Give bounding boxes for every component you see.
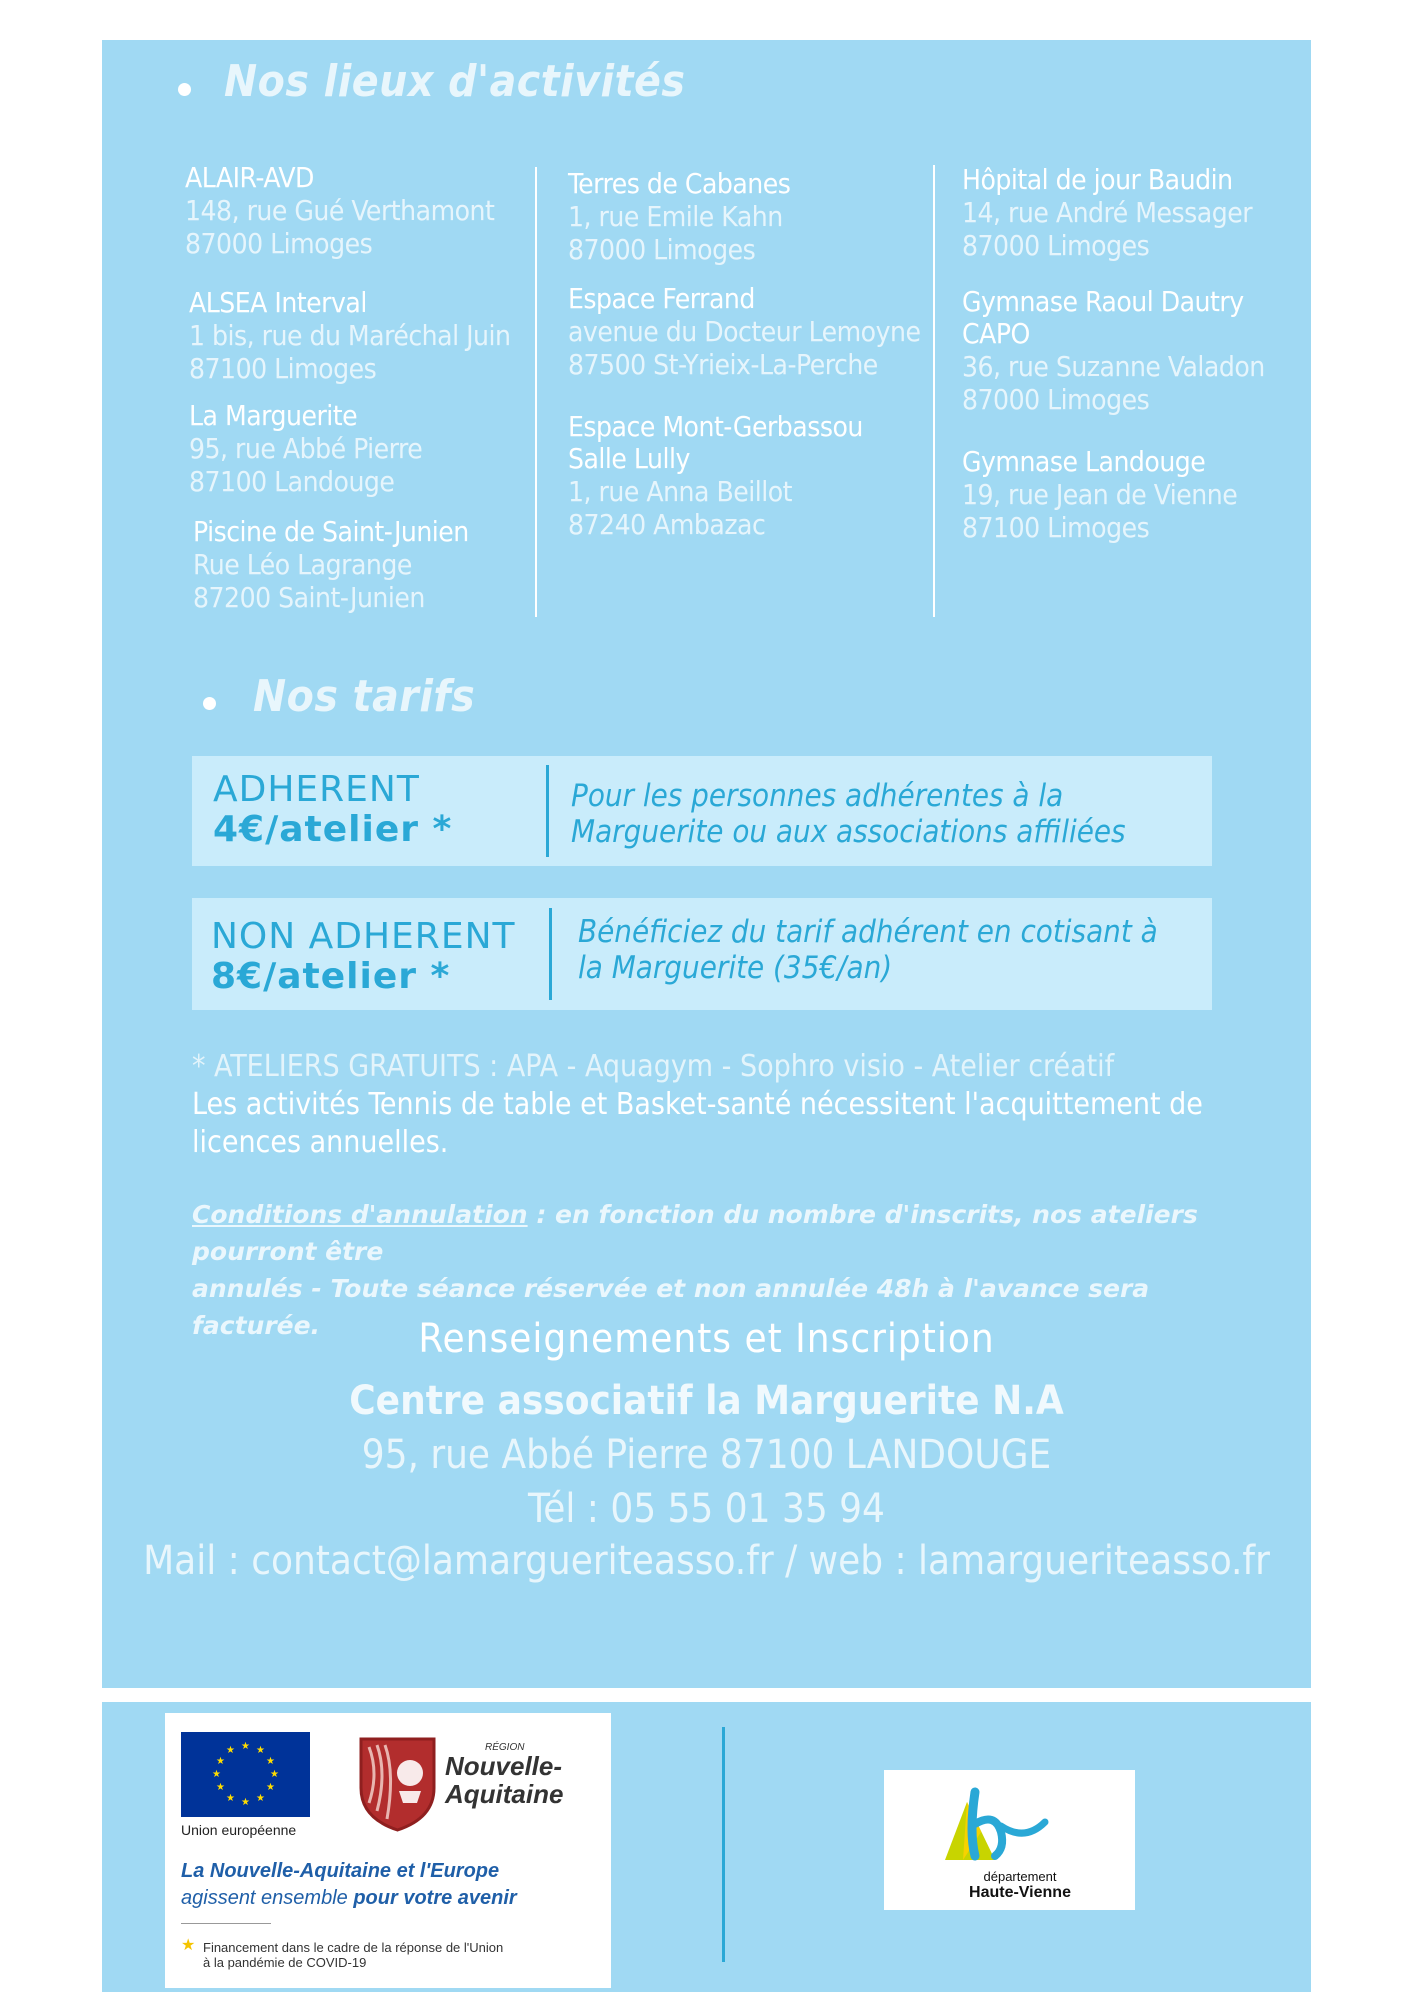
region-small-label: RÉGION — [485, 1742, 525, 1753]
eu-label: Union européenne — [181, 1822, 297, 1838]
location-city: 87100 Limoges — [962, 511, 1150, 544]
haute-vienne-logo-icon — [935, 1782, 1075, 1862]
cancellation-text: annulés - Toute séance réservée et non annulée 48h à l'avance sera facturée. — [192, 1274, 1150, 1340]
location-name: Espace Mont-Gerbassou — [568, 410, 863, 443]
location-name: Piscine de Saint-Junien — [193, 515, 469, 548]
location-name: Hôpital de jour Baudin — [962, 163, 1233, 196]
location-city: 87000 Limoges — [962, 383, 1150, 416]
contact-title: Renseignements et Inscription — [418, 1316, 995, 1362]
location-name: Gymnase Landouge — [962, 445, 1206, 478]
location-name-line2: Salle Lully — [568, 442, 690, 475]
location-name: Espace Ferrand — [568, 282, 755, 315]
tarif-description — [571, 778, 1126, 850]
location-name: La Marguerite — [189, 399, 358, 432]
cancellation-label: Conditions d'annulation — [192, 1200, 528, 1229]
location-address: 14, rue André Messager — [962, 196, 1253, 229]
location-city: 87240 Ambazac — [568, 508, 766, 541]
star-icon: ★ — [181, 1937, 196, 1954]
location-alsea — [189, 287, 510, 385]
location-mont-gerbassou — [568, 411, 863, 541]
location-address: 1, rue Emile Kahn — [568, 200, 783, 233]
location-address: avenue du Docteur Lemoyne — [568, 315, 921, 348]
location-city: 87000 Limoges — [962, 229, 1150, 262]
eu-flag-icon: ★ ★ ★ ★ ★ ★ ★ ★ ★ ★ ★ ★ — [181, 1732, 310, 1817]
location-address: 19, rue Jean de Vienne — [962, 478, 1238, 511]
contact-organization: Centre associatif la Marguerite N.A — [349, 1378, 1064, 1424]
tarif-description — [578, 914, 1158, 986]
column-divider — [535, 167, 537, 617]
tarif-category: ADHERENT — [213, 769, 420, 810]
region-name-line: Aquitaine — [445, 1779, 564, 1809]
footer-divider — [722, 1727, 725, 1962]
tarif-price: 8€/atelier * — [211, 956, 451, 997]
tarif-description-line: Pour les personnes adhérentes à la — [571, 778, 1064, 814]
location-city: 87000 Limoges — [568, 233, 756, 266]
funding-note — [203, 1940, 503, 1970]
licences-note-line: Les activités Tennis de table et Basket-santé nécessitent l'acquittement de — [192, 1087, 1203, 1122]
section-title-lieux: Nos lieux d'activités — [224, 56, 686, 107]
location-name: ALAIR-AVD — [185, 161, 314, 194]
contact-mail-web: Mail : contact@lamargueriteasso.fr / web : lamargueriteasso.fr — [143, 1538, 1270, 1584]
contact-address: 95, rue Abbé Pierre 87100 LANDOUGE — [361, 1432, 1052, 1478]
location-piscine — [193, 516, 469, 614]
location-name: ALSEA Interval — [189, 286, 367, 319]
tarif-price: 4€/atelier * — [213, 809, 453, 850]
bullet-icon — [178, 83, 191, 96]
tarif-divider — [546, 765, 549, 857]
slogan — [181, 1858, 517, 1912]
location-city: 87200 Saint-Junien — [193, 581, 425, 614]
location-city: 87500 St-Yrieix-La-Perche — [568, 348, 878, 381]
location-gymnase-landouge — [962, 446, 1237, 544]
region-name — [445, 1752, 563, 1808]
location-name: Terres de Cabanes — [568, 167, 791, 200]
cancellation-line — [192, 1196, 1252, 1270]
location-gymnase-dautry — [962, 286, 1265, 416]
tarif-description-line: Bénéficiez du tarif adhérent en cotisant à — [578, 914, 1158, 950]
slogan-line — [181, 1885, 517, 1912]
location-address: 148, rue Gué Verthamont — [185, 194, 495, 227]
slogan-part: pour votre avenir — [353, 1887, 517, 1909]
section-title-tarifs: Nos tarifs — [253, 671, 476, 722]
location-address: 36, rue Suzanne Valadon — [962, 350, 1265, 383]
location-alair — [185, 162, 494, 260]
slogan-part: agissent ensemble — [181, 1887, 354, 1909]
dept-name: Haute-Vienne — [969, 1884, 1071, 1901]
location-hopital-baudin — [962, 164, 1252, 262]
slogan-divider — [181, 1923, 271, 1924]
licences-note-line: licences annuelles. — [192, 1125, 449, 1160]
location-address: 1 bis, rue du Maréchal Juin — [189, 319, 511, 352]
region-name-line: Nouvelle- — [445, 1751, 563, 1781]
location-city: 87100 Landouge — [189, 465, 395, 498]
bullet-icon — [203, 697, 216, 710]
contact-phone: Tél : 05 55 01 35 94 — [528, 1486, 885, 1532]
tarif-label — [211, 917, 515, 997]
funding-line: Financement dans le cadre de la réponse de l'Union — [203, 1940, 504, 1955]
region-crest-icon — [355, 1733, 440, 1833]
location-name: Gymnase Raoul Dautry — [962, 285, 1244, 318]
dept-small-label: département — [983, 1869, 1057, 1884]
tarif-divider — [549, 908, 552, 1000]
location-marguerite — [189, 400, 422, 498]
column-divider — [933, 165, 935, 617]
location-address: Rue Léo Lagrange — [193, 548, 412, 581]
location-espace-ferrand — [568, 283, 920, 381]
location-address: 1, rue Anna Beillot — [568, 475, 793, 508]
location-address: 95, rue Abbé Pierre — [189, 432, 423, 465]
location-name-line2: CAPO — [962, 317, 1030, 350]
licences-note — [192, 1086, 1232, 1162]
cancellation-text: : en fonction du nombre d'inscrits, nos ateliers pourront être — [192, 1200, 1198, 1266]
location-city: 87000 Limoges — [185, 227, 373, 260]
tarif-category: NON ADHERENT — [211, 916, 516, 957]
funding-line: à la pandémie de COVID-19 — [203, 1955, 367, 1970]
tarif-description-line: la Marguerite (35€/an) — [578, 950, 893, 986]
tarif-label — [213, 770, 452, 850]
location-city: 87100 Limoges — [189, 352, 377, 385]
free-workshops-note: * ATELIERS GRATUITS : APA - Aquagym - Sophro visio - Atelier créatif — [192, 1049, 1115, 1084]
slogan-line: La Nouvelle-Aquitaine et l'Europe — [181, 1860, 500, 1882]
tarif-description-line: Marguerite ou aux associations affiliées — [571, 814, 1126, 850]
location-terres-de-cabanes — [568, 168, 790, 266]
